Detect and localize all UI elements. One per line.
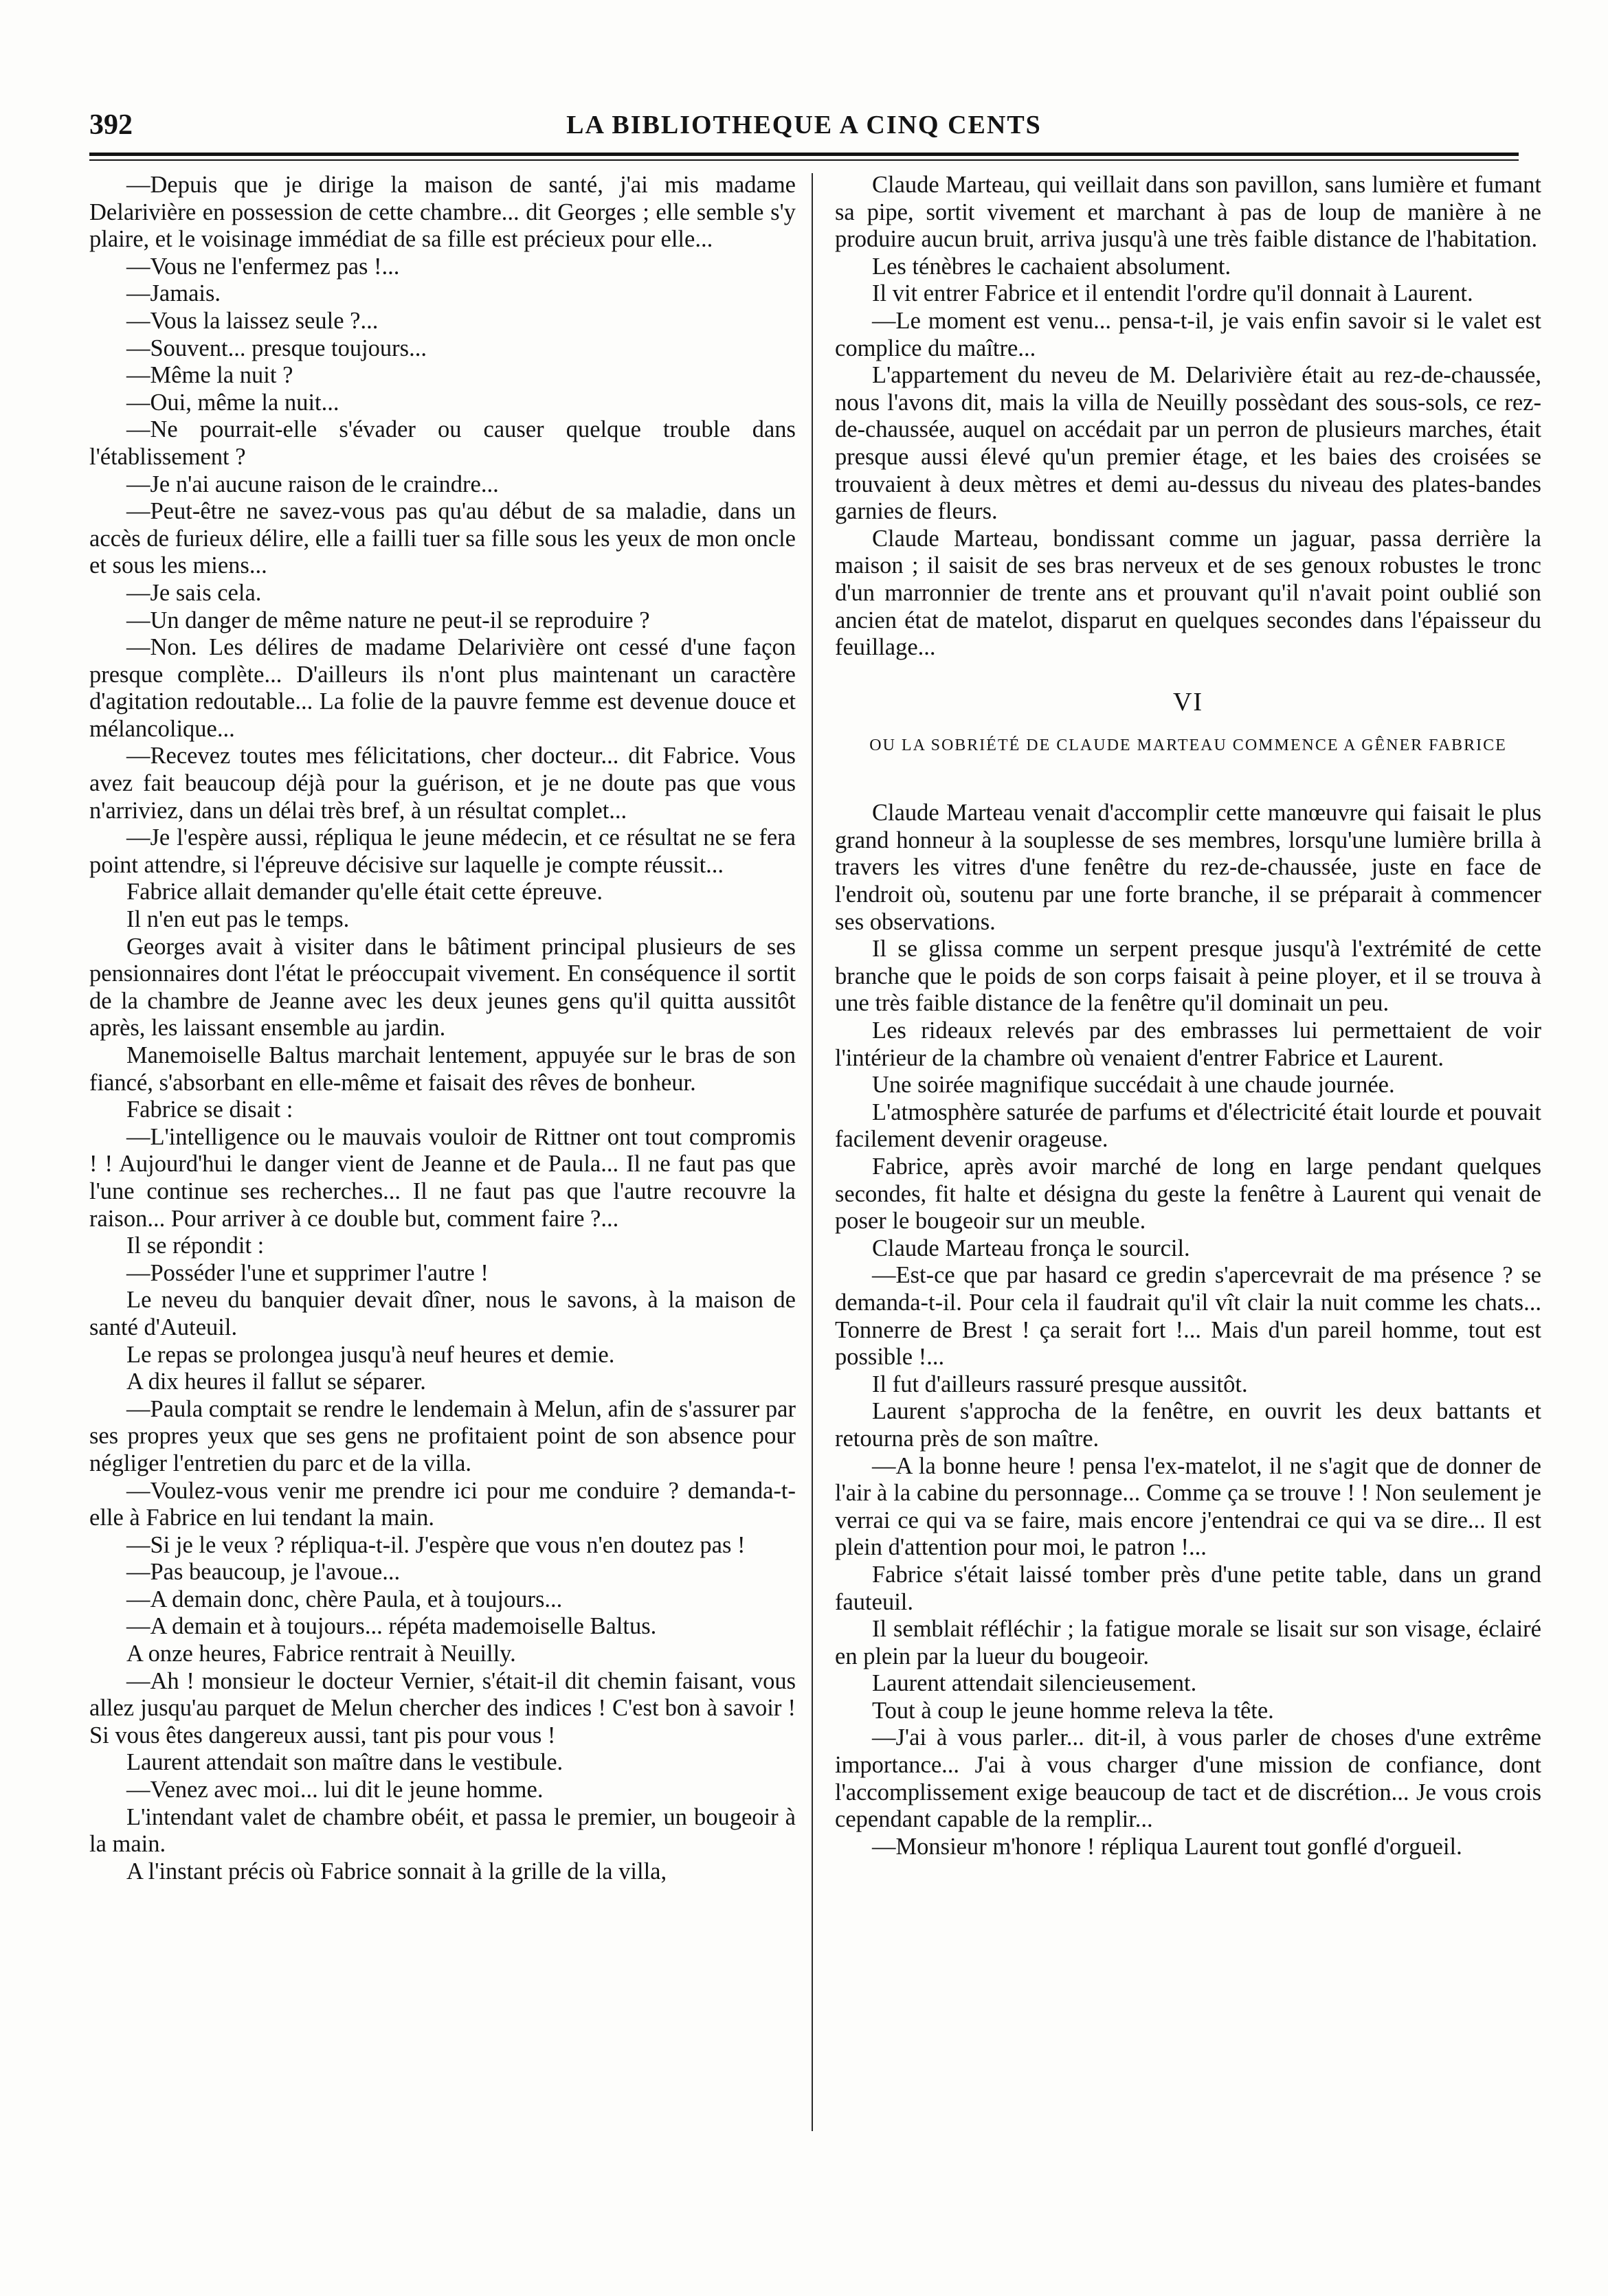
paragraph: Il fut d'ailleurs rassuré presque aussitôt. [872, 1371, 1248, 1397]
paragraph: —Vous la laissez seule ?... [126, 307, 379, 334]
paragraph: Le repas se prolongea jusqu'à neuf heures et demie. [126, 1341, 615, 1368]
paragraph: —Est-ce que par hasard ce gredin s'apercevrait de ma présence ? se demanda-t-il. Pour cela il faudrait qu'il vît clair la nuit comme les chats... Tonnerre de Brest ! ça serait fort !... Mais d'un pareil homme, tout est possible !... [835, 1262, 1541, 1371]
paragraph: —Non. Les délires de madame Delarivière ont cessé d'une façon presque complète... D'ailleurs ils n'ont plus maintenant un caractère d'agitation redoutable... La folie de la pauvre femme est devenue douce et mélancolique... [89, 634, 796, 742]
paragraph: Georges avait à visiter dans le bâtiment principal plusieurs de ses pensionnaires dont l'état le préoccupait vivement. En conséquence il sortit de la chambre de Jeanne avec les deux jeunes gens qu'il quitta aussitôt après, les laissant ensemble au jardin. [89, 933, 796, 1042]
paragraph: —Posséder l'une et supprimer l'autre ! [126, 1259, 489, 1286]
paragraph: Laurent attendait silencieusement. [872, 1670, 1197, 1697]
paragraph: Tout à coup le jeune homme releva la tête. [872, 1697, 1274, 1724]
paragraph: —Depuis que je dirige la maison de santé, j'ai mis madame Delarivière en possession de cette chambre... dit Georges ; elle semble s'y plaire, et le voisinage immédiat de sa fille est précieux pour elle... [89, 172, 796, 253]
paragraph: Une soirée magnifique succédait à une chaude journée. [872, 1072, 1395, 1099]
page-number: 392 [89, 109, 133, 141]
right-text-column [835, 172, 1541, 2240]
paragraph: Claude Marteau, bondissant comme un jaguar, passa derrière la maison ; il saisit de ses bras nerveux et de ses genoux robustes le tronc d'un marronnier de trente ans et prouvant qu'il n'avait point oublié son ancien état de matelot, disparut en quelques secondes dans l'épaisseur du feuillage... [835, 525, 1541, 661]
paragraph: Il n'en eut pas le temps. [126, 906, 350, 933]
paragraph: Claude Marteau, qui veillait dans son pavillon, sans lumière et fumant sa pipe, sortit vivement et marchant à pas de loup de manière à ne produire aucun bruit, arriva jusqu'à une très faible distance de l'habitation. [835, 172, 1541, 253]
paragraph: —Ne pourrait-elle s'évader ou causer quelque trouble dans l'établissement ? [89, 416, 796, 470]
paragraph: Claude Marteau fronça le sourcil. [872, 1235, 1190, 1261]
paragraph: —Monsieur m'honore ! répliqua Laurent tout gonflé d'orgueil. [872, 1833, 1462, 1860]
column-separator [812, 173, 813, 2131]
paragraph: —Jamais. [126, 280, 221, 307]
paragraph: —A la bonne heure ! pensa l'ex-matelot, il ne s'agit que de donner de l'air à la cabine du personnage... Comme ça se trouve ! ! Non seulement je verrai ce qui va se faire, mais encore j'entendrai ce qui va se dire... Il est plein d'attention pour moi, le patron !... [835, 1452, 1541, 1561]
left-text-column [89, 172, 796, 2240]
paragraph: Fabrice se disait : [126, 1096, 293, 1123]
paragraph: —Vous ne l'enfermez pas !... [126, 253, 400, 280]
chapter-title: OU LA SOBRIÉTÉ DE CLAUDE MARTEAU COMMENCE A GÊNER FABRICE [869, 736, 1507, 755]
paragraph: Les ténèbres le cachaient absolument. [872, 253, 1231, 280]
paragraph: —Voulez-vous venir me prendre ici pour me conduire ? demanda-t-elle à Fabrice en lui tendant la main. [89, 1477, 796, 1531]
paragraph: —J'ai à vous parler... dit-il, à vous parler de choses d'une extrême importance... J'ai à vous charger d'une mission de confiance, dont l'accomplissement exige beaucoup de tact et de discrétion... Je vous crois cependant capable de la remplir... [835, 1724, 1541, 1833]
paragraph: Fabrice allait demander qu'elle était cette épreuve. [126, 879, 603, 905]
header-rule-thick [89, 153, 1519, 156]
paragraph: Claude Marteau venait d'accomplir cette manœuvre qui faisait le plus grand honneur à la souplesse de ses membres, lorsqu'une lumière brilla à travers les vitres d'une fenêtre du rez-de-chaussée, juste en face de l'endroit où, soutenu par une forte branche, il se préparait à commencer ses observations. [835, 800, 1541, 935]
paragraph: Il se répondit : [126, 1233, 265, 1259]
running-title: LA BIBLIOTHEQUE A CINQ CENTS [566, 111, 1042, 139]
paragraph: A dix heures il fallut se séparer. [126, 1369, 426, 1395]
paragraph: —Le moment est venu... pensa-t-il, je vais enfin savoir si le valet est complice du maître... [835, 307, 1541, 361]
chapter-number: VI [1172, 687, 1204, 717]
paragraph: —Un danger de même nature ne peut-il se reproduire ? [126, 607, 650, 633]
page-header [89, 102, 1519, 150]
paragraph: L'intendant valet de chambre obéit, et passa le premier, un bougeoir à la main. [89, 1803, 796, 1858]
paragraph: Laurent attendait son maître dans le vestibule. [126, 1749, 563, 1776]
paragraph: Manemoiselle Baltus marchait lentement, appuyée sur le bras de son fiancé, s'absorbant en elle-même et faisait des rêves de bonheur. [89, 1042, 796, 1096]
paragraph: Le neveu du banquier devait dîner, nous le savons, à la maison de santé d'Auteuil. [89, 1287, 796, 1340]
paragraph: —Je l'espère aussi, répliqua le jeune médecin, et ce résultat ne se fera point attendre, si l'épreuve décisive sur laquelle je compte réussit... [89, 824, 796, 878]
paragraph: Il semblait réfléchir ; la fatigue morale se lisait sur son visage, éclairé en plein par la lueur du bougeoir. [835, 1616, 1541, 1669]
paragraph: Fabrice, après avoir marché de long en large pendant quelques secondes, fit halte et désigna du geste la fenêtre à Laurent qui venait de poser le bougeoir sur un meuble. [835, 1153, 1541, 1235]
right-paragraphs-after-chapter [835, 800, 1541, 1860]
paragraph: —Je sais cela. [126, 579, 262, 606]
paragraph: —Venez avec moi... lui dit le jeune homme. [126, 1777, 544, 1803]
paragraph: A l'instant précis où Fabrice sonnait à la grille de la villa, [126, 1858, 667, 1884]
paragraph: A onze heures, Fabrice rentrait à Neuilly. [126, 1641, 516, 1667]
paragraph: —Ah ! monsieur le docteur Vernier, s'était-il dit chemin faisant, vous allez jusqu'au parquet de Melun chercher des indices ! C'est bon à savoir ! Si vous êtes dangereux aussi, tant pis pour vous ! [89, 1667, 796, 1748]
paragraph: Fabrice s'était laissé tomber près d'une petite table, dans un grand fauteuil. [835, 1561, 1541, 1615]
paragraph: —Peut-être ne savez-vous pas qu'au début de sa maladie, dans un accès de furieux délire, elle a failli tuer sa fille sous les yeux de mon oncle et sous les miens... [89, 498, 796, 579]
paragraph: Il se glissa comme un serpent presque jusqu'à l'extrémité de cette branche que le poids de son corps faisait à peine ployer, et il se trouva à une très faible distance de la fenêtre qu'il dominait un peu. [835, 936, 1541, 1017]
paragraph: —Pas beaucoup, je l'avoue... [126, 1559, 401, 1586]
header-rule-thin [89, 159, 1519, 161]
right-paragraphs-before-chapter [835, 172, 1541, 662]
paragraph: —Je n'ai aucune raison de le craindre... [126, 471, 499, 497]
paragraph: —Oui, même la nuit... [126, 389, 339, 416]
paragraph: L'atmosphère saturée de parfums et d'électricité était lourde et pouvait facilement devenir orageuse. [835, 1099, 1541, 1153]
paragraph: —A demain donc, chère Paula, et à toujours... [126, 1586, 563, 1612]
paragraph: Il vit entrer Fabrice et il entendit l'ordre qu'il donnait à Laurent. [872, 280, 1473, 307]
paragraph: Laurent s'approcha de la fenêtre, en ouvrit les deux battants et retourna près de son maître. [835, 1398, 1541, 1452]
paragraph: —Souvent... presque toujours... [126, 335, 427, 361]
paragraph: —Paula comptait se rendre le lendemain à Melun, afin de s'assurer par ses propres yeux que ses gens ne profitaient point de son absence pour négliger l'entretien du parc et de la villa. [89, 1395, 796, 1476]
paragraph: L'appartement du neveu de M. Delarivière était au rez-de-chaussée, nous l'avons dit, mais la villa de Neuilly possèdant des sous-sols, ce rez-de-chaussée, auquel on accédait par un perron de plusieurs marches, était presque aussi élevé qu'un premier étage, et les baies des croisées se trouvaient à deux mètres et demi au-dessus du niveau des plates-bandes garnies de fleurs. [835, 362, 1541, 525]
paragraph: —A demain et à toujours... répéta mademoiselle Baltus. [126, 1613, 657, 1640]
paragraph: —Même la nuit ? [126, 362, 293, 389]
paragraph: —Si je le veux ? répliqua-t-il. J'espère que vous n'en doutez pas ! [126, 1531, 746, 1558]
paragraph: Les rideaux relevés par des embrasses lui permettaient de voir l'intérieur de la chambre où venaient d'entrer Fabrice et Laurent. [835, 1017, 1541, 1071]
paragraph: —L'intelligence ou le mauvais vouloir de Rittner ont tout compromis ! ! Aujourd'hui le danger vient de Jeanne et de Paula... Il ne faut pas que l'une continue ses recherches... Il ne faut pas que l'autre recouvre la raison... Pour arriver à ce double but, comment faire ?... [89, 1123, 796, 1232]
paragraph: —Recevez toutes mes félicitations, cher docteur... dit Fabrice. Vous avez fait beaucoup déjà pour la guérison, et je ne doute pas que vous n'arriviez, dans un délai très bref, à un résultat complet... [89, 743, 796, 824]
